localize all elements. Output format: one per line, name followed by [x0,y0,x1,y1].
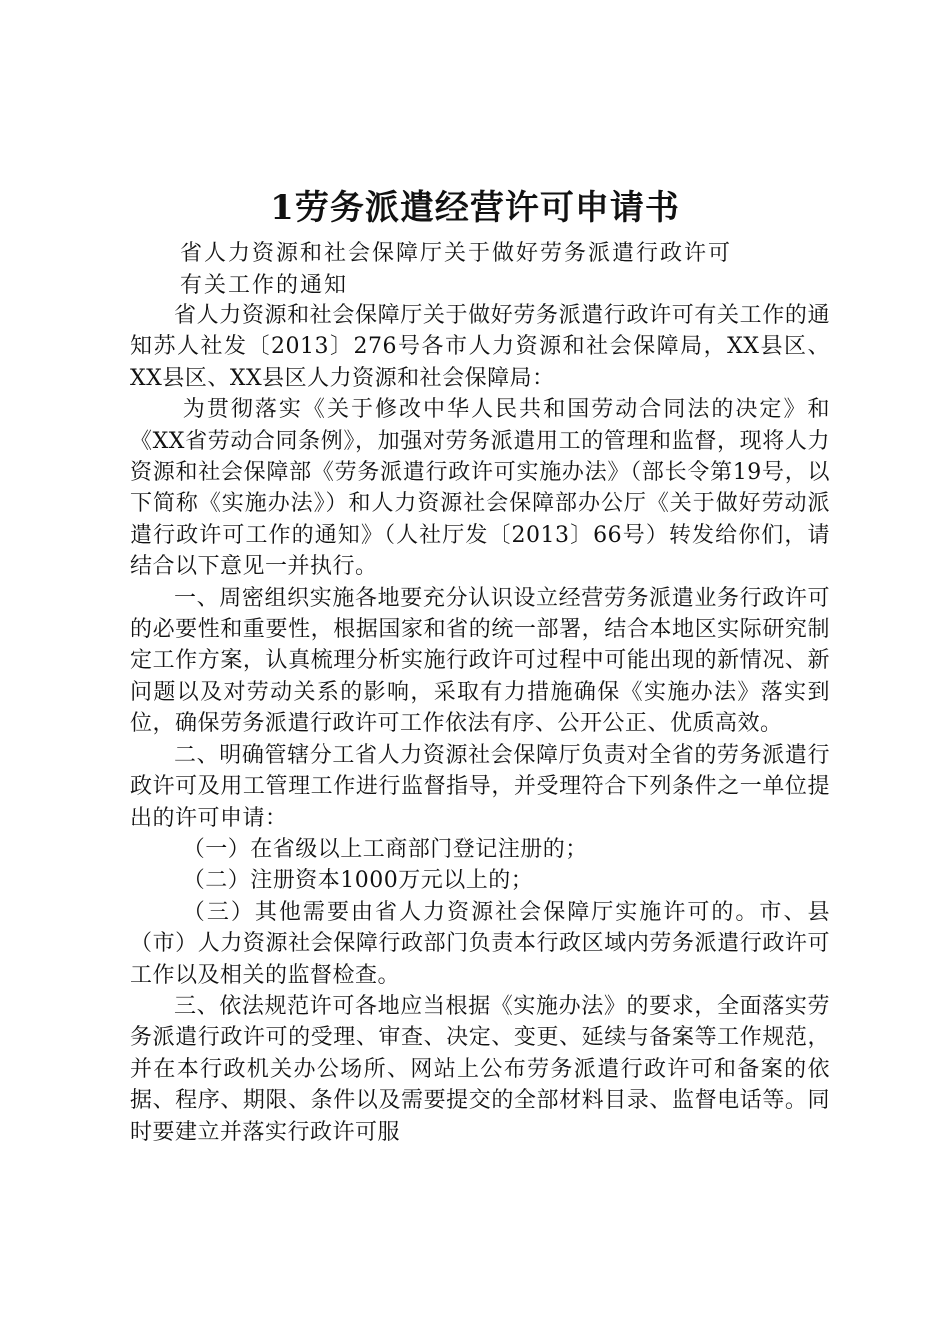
notice-heading-line-2: 有关工作的通知 [180,273,349,298]
notice-heading-line-1: 省人力资源和社会保障厅关于做好劳务派遣行政许可 [180,241,733,266]
paragraph-intro: 省人力资源和社会保障厅关于做好劳务派遣行政许可有关工作的通知苏人社发〔2013〕276号各市人力资源和社会保障局，XX县区、XX县区、XX县区人力资源和社会保障局： [130,303,830,391]
document-title: 1劳务派遣经营许可申请书 [270,188,680,228]
document-body [130,300,830,1148]
paragraph-section-1: 一、周密组织实施各地要充分认识设立经营劳务派遣业务行政许可的必要性和重要性，根据国家和省的统一部署，结合本地区实际研究制定工作方案，认真梳理分析实施行政许可过程中可能出现的新情况、新问题以及对劳动关系的影响，采取有力措施确保《实施办法》落实到位，确保劳务派遣行政许可工作依法有序、公开公正、优质高效。 [130,585,830,737]
list-item-1: （一）在省级以上工商部门登记注册的； [182,836,588,862]
paragraph-purpose: 为贯彻落实《关于修改中华人民共和国劳动合同法的决定》和《XX省劳动合同条例》，加强对劳务派遣用工的管理和监督，现将人力资源和社会保障部《劳务派遣行政许可实施办法》（部长令第19号，以下简称《实施办法》）和人力资源社会保障部办公厅《关于做好劳动派遣行政许可工作的通知》（人社厅发〔2013〕66号）转发给你们，请结合以下意见一并执行。 [130,397,830,580]
paragraph-section-2: 二、明确管辖分工省人力资源社会保障厅负责对全省的劳务派遣行政许可及用工管理工作进行监督指导，并受理符合下列条件之一单位提出的许可申请： [130,742,830,831]
paragraph-section-3: 三、依法规范许可各地应当根据《实施办法》的要求，全面落实劳务派遣行政许可的受理、审查、决定、变更、延续与备案等工作规范，并在本行政机关办公场所、网站上公布劳务派遣行政许可和备案的依据、程序、期限、条件以及需要提交的全部材料目录、监督电话等。同时要建立并落实行政许可服 [130,993,830,1145]
list-item-2: （二）注册资本1000万元以上的； [182,868,534,894]
notice-heading [180,238,840,302]
list-item-3: （三）其他需要由省人力资源社会保障厅实施许可的。市、县（市）人力资源社会保障行政部门负责本行政区域内劳务派遣行政许可工作以及相关的监督检查。 [130,899,830,988]
